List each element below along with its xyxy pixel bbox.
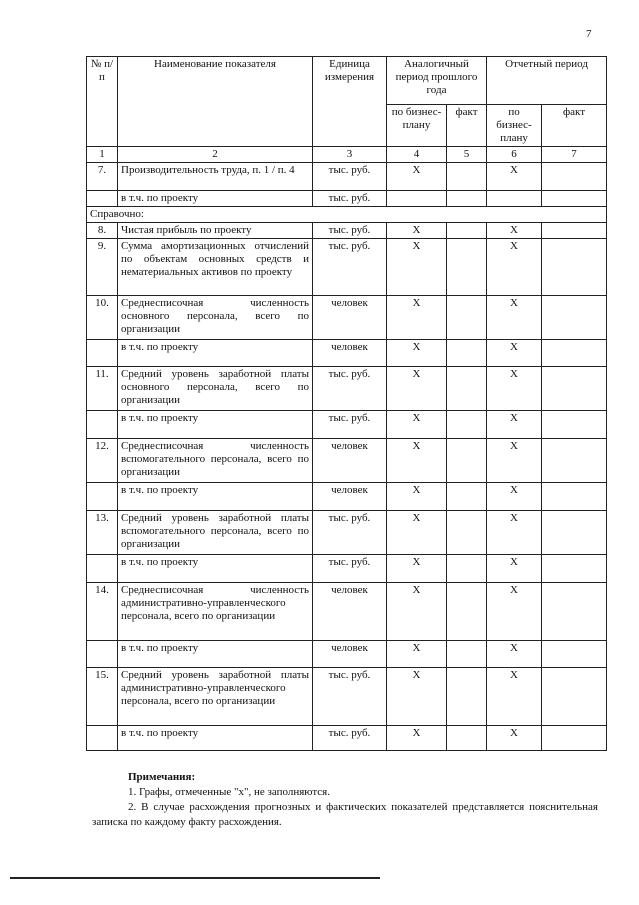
report-plan-cell xyxy=(487,191,542,207)
report-fact-cell xyxy=(542,239,607,296)
prev-fact-cell xyxy=(447,340,487,367)
row-number xyxy=(87,340,118,367)
report-fact-cell xyxy=(542,367,607,411)
report-plan-cell: X xyxy=(487,439,542,483)
table-row xyxy=(87,340,607,367)
column-number: 7 xyxy=(542,147,607,163)
unit-cell: тыс. руб. xyxy=(313,726,387,751)
report-fact-cell xyxy=(542,511,607,555)
indicator-name: Чистая прибыль по проекту xyxy=(118,223,313,239)
header-name: Наименование показателя xyxy=(118,57,313,147)
indicator-name: в т.ч. по проекту xyxy=(118,641,313,668)
table-row xyxy=(87,483,607,511)
unit-cell: тыс. руб. xyxy=(313,411,387,439)
row-number: 7. xyxy=(87,163,118,191)
header-prev-fact: факт xyxy=(447,105,487,147)
indicator-name: Средний уровень заработной платы вспомогательного персонала, всего по организации xyxy=(118,511,313,555)
notes-title: Примечания: xyxy=(128,771,196,783)
table-row xyxy=(87,163,607,191)
prev-plan-cell: X xyxy=(387,668,447,726)
prev-fact-cell xyxy=(447,641,487,668)
header-unit: Единица измерения xyxy=(313,57,387,147)
row-number: 14. xyxy=(87,583,118,641)
section-row-spravochno xyxy=(87,207,607,223)
prev-fact-cell xyxy=(447,439,487,483)
report-table xyxy=(86,56,607,751)
table-row xyxy=(87,641,607,668)
report-fact-cell xyxy=(542,191,607,207)
prev-fact-cell xyxy=(447,483,487,511)
row-number: 10. xyxy=(87,296,118,340)
section-label: Справочно: xyxy=(87,207,607,223)
prev-fact-cell xyxy=(447,511,487,555)
indicator-name: Среднесписочная численность административно-управленческого персонала, всего по организации xyxy=(118,583,313,641)
table-row xyxy=(87,191,607,207)
row-number xyxy=(87,555,118,583)
prev-plan-cell: X xyxy=(387,511,447,555)
table-row xyxy=(87,411,607,439)
prev-fact-cell xyxy=(447,411,487,439)
table-row xyxy=(87,296,607,340)
table-row xyxy=(87,439,607,483)
report-fact-cell xyxy=(542,439,607,483)
table-body xyxy=(87,163,607,751)
indicator-name: Средний уровень заработной платы основного персонала, всего по организации xyxy=(118,367,313,411)
unit-cell: человек xyxy=(313,483,387,511)
table-row xyxy=(87,555,607,583)
header-prev-plan: по бизнес-плану xyxy=(387,105,447,147)
row-number: 11. xyxy=(87,367,118,411)
report-fact-cell xyxy=(542,411,607,439)
report-fact-cell xyxy=(542,340,607,367)
header-report-plan: по бизнес-плану xyxy=(487,105,542,147)
table-row xyxy=(87,367,607,411)
unit-cell: тыс. руб. xyxy=(313,239,387,296)
indicator-name: в т.ч. по проекту xyxy=(118,411,313,439)
row-number xyxy=(87,726,118,751)
row-number: 12. xyxy=(87,439,118,483)
report-plan-cell: X xyxy=(487,239,542,296)
row-number: 13. xyxy=(87,511,118,555)
indicator-name: Среднесписочная численность основного персонала, всего по организации xyxy=(118,296,313,340)
unit-cell: тыс. руб. xyxy=(313,223,387,239)
note-item: 2. В случае расхождения прогнозных и фактических показателей представляется пояснительная записка по каждому факту расхождения. xyxy=(92,801,598,828)
prev-fact-cell xyxy=(447,296,487,340)
row-number xyxy=(87,411,118,439)
notes xyxy=(92,770,598,830)
report-fact-cell xyxy=(542,641,607,668)
page-number: 7 xyxy=(586,28,592,40)
report-plan-cell: X xyxy=(487,340,542,367)
report-fact-cell xyxy=(542,483,607,511)
table-header xyxy=(87,57,607,163)
column-numbers-row xyxy=(87,147,607,163)
prev-fact-cell xyxy=(447,583,487,641)
unit-cell: человек xyxy=(313,340,387,367)
prev-plan-cell: X xyxy=(387,555,447,583)
prev-plan-cell: X xyxy=(387,411,447,439)
table-row xyxy=(87,511,607,555)
prev-fact-cell xyxy=(447,163,487,191)
indicator-name: Производительность труда, п. 1 / п. 4 xyxy=(118,163,313,191)
indicator-name: Средний уровень заработной платы административно-управленческого персонала, всего по организации xyxy=(118,668,313,726)
indicator-name: в т.ч. по проекту xyxy=(118,483,313,511)
row-number: 9. xyxy=(87,239,118,296)
table-row xyxy=(87,668,607,726)
report-plan-cell: X xyxy=(487,583,542,641)
unit-cell: тыс. руб. xyxy=(313,668,387,726)
report-plan-cell: X xyxy=(487,668,542,726)
prev-plan-cell xyxy=(387,191,447,207)
unit-cell: тыс. руб. xyxy=(313,511,387,555)
indicator-name: в т.ч. по проекту xyxy=(118,555,313,583)
report-plan-cell: X xyxy=(487,367,542,411)
unit-cell: человек xyxy=(313,439,387,483)
indicator-name: в т.ч. по проекту xyxy=(118,340,313,367)
report-plan-cell: X xyxy=(487,726,542,751)
report-plan-cell: X xyxy=(487,641,542,668)
column-number: 5 xyxy=(447,147,487,163)
report-plan-cell: X xyxy=(487,163,542,191)
row-number xyxy=(87,483,118,511)
unit-cell: человек xyxy=(313,583,387,641)
column-number: 3 xyxy=(313,147,387,163)
prev-plan-cell: X xyxy=(387,439,447,483)
column-number: 1 xyxy=(87,147,118,163)
row-number: 8. xyxy=(87,223,118,239)
unit-cell: человек xyxy=(313,296,387,340)
table-row xyxy=(87,726,607,751)
unit-cell: тыс. руб. xyxy=(313,367,387,411)
prev-plan-cell: X xyxy=(387,367,447,411)
report-plan-cell: X xyxy=(487,483,542,511)
prev-plan-cell: X xyxy=(387,223,447,239)
column-number: 4 xyxy=(387,147,447,163)
report-fact-cell xyxy=(542,668,607,726)
report-fact-cell xyxy=(542,555,607,583)
prev-fact-cell xyxy=(447,726,487,751)
report-plan-cell: X xyxy=(487,296,542,340)
prev-fact-cell xyxy=(447,555,487,583)
unit-cell: человек xyxy=(313,641,387,668)
header-report-fact: факт xyxy=(542,105,607,147)
report-plan-cell: X xyxy=(487,511,542,555)
unit-cell: тыс. руб. xyxy=(313,191,387,207)
bottom-rule xyxy=(10,877,380,879)
prev-fact-cell xyxy=(447,668,487,726)
report-plan-cell: X xyxy=(487,223,542,239)
prev-plan-cell: X xyxy=(387,239,447,296)
report-plan-cell: X xyxy=(487,411,542,439)
row-number xyxy=(87,191,118,207)
report-fact-cell xyxy=(542,296,607,340)
prev-plan-cell: X xyxy=(387,583,447,641)
header-no: № п/п xyxy=(87,57,118,147)
prev-plan-cell: X xyxy=(387,296,447,340)
report-fact-cell xyxy=(542,726,607,751)
prev-fact-cell xyxy=(447,367,487,411)
column-number: 6 xyxy=(487,147,542,163)
table-row xyxy=(87,223,607,239)
table-row xyxy=(87,239,607,296)
indicator-name: в т.ч. по проекту xyxy=(118,726,313,751)
report-fact-cell xyxy=(542,163,607,191)
prev-plan-cell: X xyxy=(387,163,447,191)
prev-plan-cell: X xyxy=(387,483,447,511)
prev-plan-cell: X xyxy=(387,726,447,751)
prev-fact-cell xyxy=(447,191,487,207)
prev-fact-cell xyxy=(447,239,487,296)
unit-cell: тыс. руб. xyxy=(313,555,387,583)
prev-fact-cell xyxy=(447,223,487,239)
indicator-name: в т.ч. по проекту xyxy=(118,191,313,207)
report-plan-cell: X xyxy=(487,555,542,583)
note-item: 1. Графы, отмеченные "х", не заполняются. xyxy=(128,786,330,798)
report-fact-cell xyxy=(542,223,607,239)
prev-plan-cell: X xyxy=(387,340,447,367)
unit-cell: тыс. руб. xyxy=(313,163,387,191)
header-prev-period: Аналогичный период прошлого года xyxy=(387,57,487,105)
report-fact-cell xyxy=(542,583,607,641)
row-number: 15. xyxy=(87,668,118,726)
prev-plan-cell: X xyxy=(387,641,447,668)
indicator-name: Сумма амортизационных отчислений по объектам основных средств и нематериальных активов по проекту xyxy=(118,239,313,296)
table-row xyxy=(87,583,607,641)
header-report-period: Отчетный период xyxy=(487,57,607,105)
column-number: 2 xyxy=(118,147,313,163)
row-number xyxy=(87,641,118,668)
indicator-name: Среднесписочная численность вспомогательного персонала, всего по организации xyxy=(118,439,313,483)
